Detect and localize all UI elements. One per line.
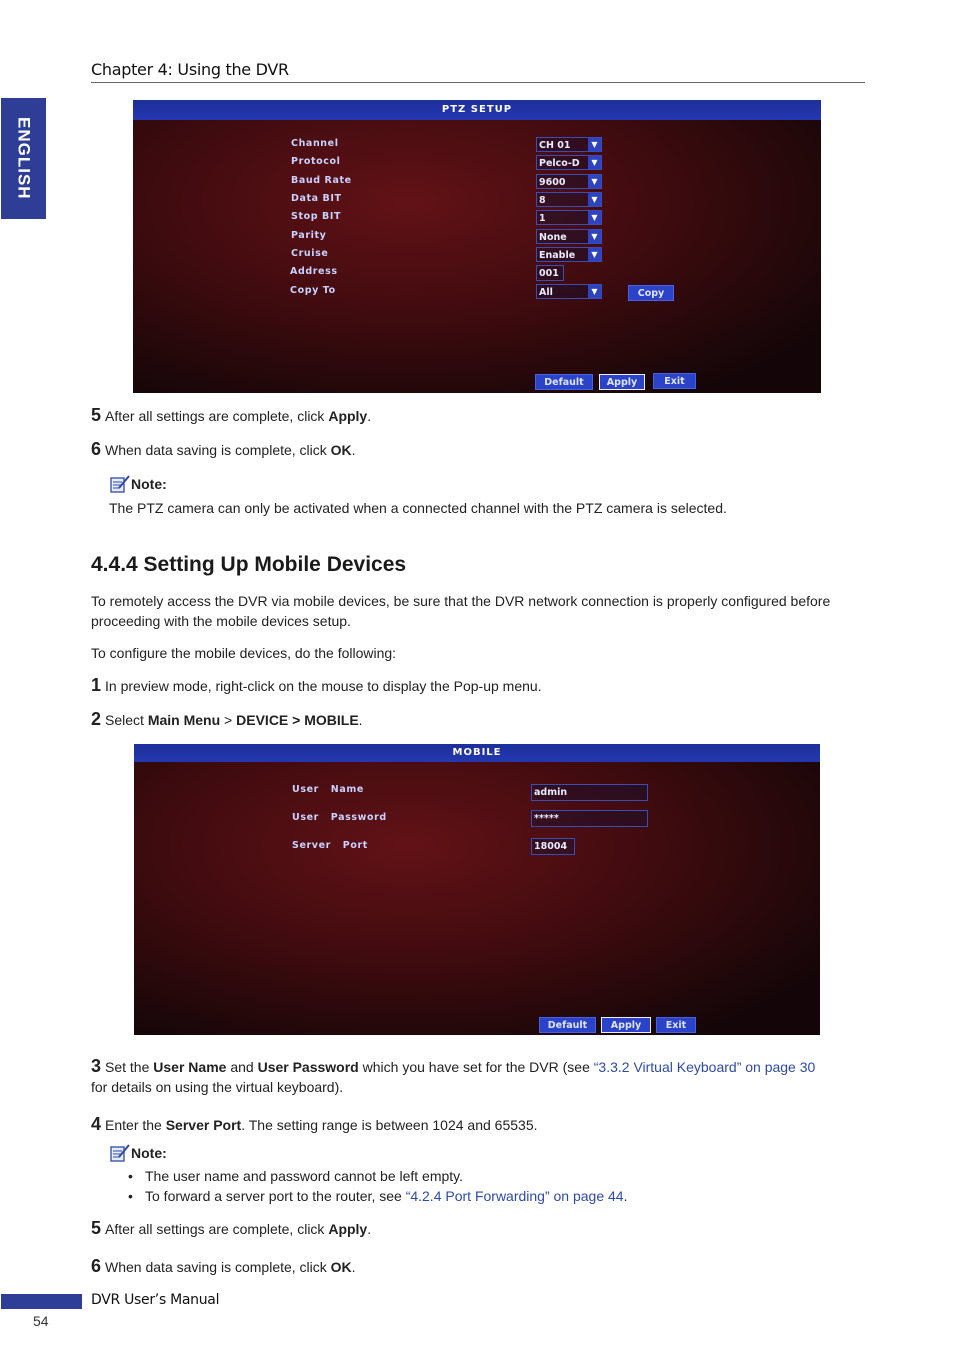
baud-rate-select[interactable] [536, 174, 602, 189]
step-text-cont: which you have set for the DVR (see [358, 1059, 594, 1075]
step-number: 5 [91, 405, 102, 425]
default-button[interactable]: Default [539, 1017, 596, 1033]
footer-accent-bar [1, 1294, 82, 1309]
step-text-end: . [358, 712, 363, 728]
port-forwarding-link[interactable]: “4.2.4 Port Forwarding” on page 44 [405, 1188, 624, 1204]
note-heading [109, 1143, 167, 1161]
copy-to-select[interactable] [536, 284, 602, 299]
stop-bit-value: 1 [539, 213, 546, 224]
step-bold-main-menu: Main Menu [147, 712, 221, 728]
mobile-label-user-password: User Password [292, 812, 387, 823]
ptz-setup-screen [133, 100, 821, 393]
note-heading [109, 474, 167, 492]
apply-button[interactable]: Apply [599, 374, 645, 390]
parity-select[interactable] [536, 229, 602, 244]
note-bullet-2 [128, 1188, 627, 1204]
step-5-apply [91, 405, 371, 426]
section-title: 4.4.4 Setting Up Mobile Devices [91, 553, 407, 576]
step-number: 6 [91, 439, 102, 459]
chapter-header: Chapter 4: Using the DVR [91, 60, 865, 83]
step-number: 2 [91, 709, 102, 729]
user-name-field[interactable]: admin [531, 784, 648, 801]
step-number: 4 [91, 1114, 102, 1134]
note-icon [109, 1143, 129, 1161]
step-text: Select [105, 712, 148, 728]
step-bold: OK [330, 442, 352, 458]
step-bold-user-password: User Password [257, 1059, 359, 1075]
virtual-keyboard-link[interactable]: “3.3.2 Virtual Keyboard” on page 30 [593, 1059, 816, 1075]
chevron-down-icon: ▼ [588, 285, 601, 298]
note-bullet-1 [128, 1168, 463, 1184]
step-6-ok [91, 439, 356, 460]
step-text-end: . [351, 1259, 356, 1275]
step-bold: Server Port [165, 1117, 242, 1133]
step-text-end: . [351, 442, 356, 458]
mobile-title: MOBILE [134, 744, 820, 762]
mobile-screen [134, 744, 820, 1035]
chevron-down-icon: ▼ [588, 230, 601, 243]
ptz-label-parity: Parity [291, 230, 327, 241]
step-number: 5 [91, 1218, 102, 1238]
step-bold: OK [330, 1259, 352, 1275]
step-bold-device-mobile: DEVICE > MOBILE [236, 712, 359, 728]
footer-title: DVR User’s Manual [91, 1292, 220, 1308]
configure-text: To configure the mobile devices, do the following: [91, 645, 397, 661]
step-2-menu [91, 709, 363, 730]
page-number: 54 [33, 1313, 49, 1329]
bullet-text: To forward a server port to the router, see [145, 1188, 406, 1204]
cruise-value: Enable [539, 250, 576, 261]
step-bold: Apply [328, 1221, 368, 1237]
step-number: 6 [91, 1256, 102, 1276]
step-text-end: . [367, 408, 372, 424]
chevron-down-icon: ▼ [588, 175, 601, 188]
chevron-down-icon: ▼ [588, 248, 601, 261]
data-bit-select[interactable] [536, 192, 602, 207]
default-button[interactable]: Default [535, 374, 593, 390]
copy-to-value: All [539, 287, 553, 298]
step-text: When data saving is complete, click [105, 1259, 331, 1275]
cruise-select[interactable] [536, 247, 602, 262]
mobile-label-server-port: Server Port [292, 840, 368, 851]
server-port-field[interactable]: 18004 [531, 838, 575, 855]
step-text: Enter the [105, 1117, 166, 1133]
step-text-line2: for details on using the virtual keyboard). [91, 1079, 344, 1095]
stop-bit-select[interactable] [536, 210, 602, 225]
ptz-label-address: Address [290, 266, 338, 277]
bullet-dot: • [128, 1188, 133, 1204]
step-3-credentials [91, 1056, 871, 1097]
step-text-mid: and [226, 1059, 258, 1075]
bullet-text-end: . [623, 1188, 628, 1204]
address-field[interactable]: 001 [536, 265, 564, 281]
channel-value: CH 01 [539, 140, 571, 151]
step-text: After all settings are complete, click [105, 408, 329, 424]
ptz-label-baud-rate: Baud Rate [291, 175, 352, 186]
protocol-select[interactable] [536, 155, 602, 170]
data-bit-value: 8 [539, 195, 546, 206]
language-side-tab [1, 98, 46, 219]
note-label: Note: [131, 476, 167, 492]
step-text-end: . The setting range is between 1024 and 65535. [241, 1117, 538, 1133]
step-number: 1 [91, 675, 102, 695]
step-number: 3 [91, 1056, 102, 1076]
chevron-down-icon: ▼ [588, 211, 601, 224]
ptz-label-channel: Channel [291, 138, 339, 149]
step-text: Set the [105, 1059, 154, 1075]
ptz-label-copy-to: Copy To [290, 285, 336, 296]
channel-select[interactable] [536, 137, 602, 152]
apply-button[interactable]: Apply [601, 1017, 651, 1033]
step-text: After all settings are complete, click [105, 1221, 329, 1237]
step-text-end: . [367, 1221, 372, 1237]
bullet-text: The user name and password cannot be left empty. [145, 1168, 464, 1184]
copy-button[interactable]: Copy [628, 285, 674, 301]
exit-button[interactable]: Exit [653, 373, 696, 389]
ptz-label-data-bit: Data BIT [291, 193, 342, 204]
parity-value: None [539, 232, 567, 243]
ptz-setup-title: PTZ SETUP [133, 100, 821, 120]
step-bold: Apply [328, 408, 368, 424]
baud-rate-value: 9600 [539, 177, 566, 188]
step-bold-user-name: User Name [153, 1059, 227, 1075]
step-4-server-port [91, 1114, 538, 1135]
side-tab-label: ENGLISH [14, 117, 34, 200]
ptz-label-stop-bit: Stop BIT [291, 211, 342, 222]
step-text-mid: > [220, 712, 237, 728]
note-text: The PTZ camera can only be activated when a connected channel with the PTZ camera is selected. [109, 500, 727, 516]
ptz-label-cruise: Cruise [291, 248, 329, 259]
bullet-dot: • [128, 1168, 133, 1184]
chevron-down-icon: ▼ [588, 193, 601, 206]
step-6-ok [91, 1256, 356, 1277]
chevron-down-icon: ▼ [588, 156, 601, 169]
note-icon [109, 474, 129, 492]
section-intro: To remotely access the DVR via mobile devices, be sure that the DVR network connection is properly configured before proceeding with the mobile devices setup. [91, 593, 831, 629]
note-label: Note: [131, 1145, 167, 1161]
mobile-label-user-name: User Name [292, 784, 364, 795]
ptz-label-protocol: Protocol [291, 156, 341, 167]
step-1-preview [91, 675, 542, 696]
protocol-value: Pelco-D [539, 158, 580, 169]
exit-button[interactable]: Exit [656, 1017, 696, 1033]
user-password-field[interactable]: ***** [531, 810, 648, 827]
step-5-apply [91, 1218, 371, 1239]
chevron-down-icon: ▼ [588, 138, 601, 151]
step-text: When data saving is complete, click [105, 442, 331, 458]
step-text: In preview mode, right-click on the mouse to display the Pop-up menu. [105, 678, 542, 694]
